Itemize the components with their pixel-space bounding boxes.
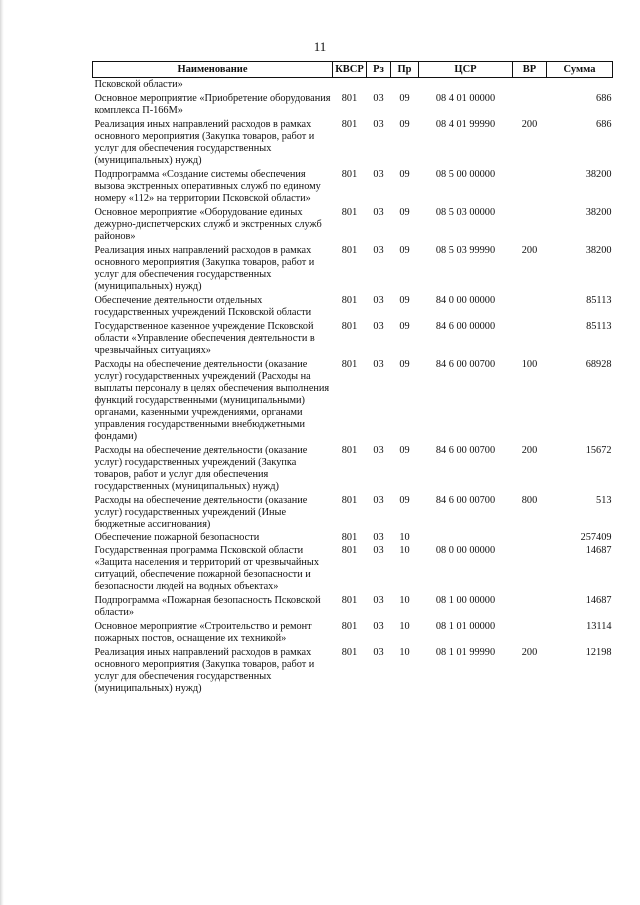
cell-pr: 10 xyxy=(399,621,410,632)
cell-rz: 03 xyxy=(373,169,384,180)
cell-csr: 84 6 00 00700 xyxy=(435,495,496,506)
cell-sum: 257409 xyxy=(580,532,612,543)
cell-vr: 200 xyxy=(521,119,538,130)
cell-rz: 03 xyxy=(373,245,384,256)
cell-csr: 08 5 00 00000 xyxy=(435,169,496,180)
cell-csr: 08 1 01 00000 xyxy=(435,621,496,632)
cell-kvsr: 801 xyxy=(341,295,358,306)
cell-rz: 03 xyxy=(373,93,384,104)
cell-kvsr: 801 xyxy=(341,207,358,218)
table-row xyxy=(93,294,613,320)
cell-kvsr: 801 xyxy=(341,445,358,456)
cell-sum: 68928 xyxy=(585,359,612,370)
table-row xyxy=(93,532,613,544)
cell-csr: 84 6 00 00000 xyxy=(435,321,496,332)
cell-sum: 85113 xyxy=(586,321,612,332)
cell-name: Государственное казенное учреждение Псковской области «Управление обеспечения деятельности в чрезвычайных ситуациях» xyxy=(94,321,315,356)
cell-pr: 09 xyxy=(399,245,410,256)
cell-csr xyxy=(419,78,513,93)
table-row xyxy=(93,444,613,494)
cell-name: Обеспечение пожарной безопасности xyxy=(94,532,260,543)
cell-pr: 10 xyxy=(399,595,410,606)
cell-vr xyxy=(513,544,547,594)
cell-sum: 686 xyxy=(596,93,612,104)
cell-rz xyxy=(367,78,391,93)
cell-pr xyxy=(391,78,419,93)
scan-edge xyxy=(0,0,4,905)
header-sum: Сумма xyxy=(547,62,613,78)
cell-name: Государственная программа Псковской области «Защита населения и территорий от чрезвычайных ситуаций, обеспечение пожарной безопасности и безопасности людей на водных объектах» xyxy=(94,545,319,592)
cell-pr: 10 xyxy=(399,647,410,658)
cell-pr: 09 xyxy=(399,359,410,370)
table-row xyxy=(93,594,613,620)
cell-vr xyxy=(513,594,547,620)
cell-rz: 03 xyxy=(373,119,384,130)
cell-kvsr xyxy=(333,78,367,93)
table-row xyxy=(93,92,613,118)
cell-name: Подпрограмма «Создание системы обеспечения вызова экстренных оперативных служб по единому номеру «112» на территории Псковской области» xyxy=(94,169,321,204)
header-row xyxy=(93,62,613,78)
cell-sum: 12198 xyxy=(585,647,612,658)
cell-sum: 13114 xyxy=(586,621,612,632)
cell-rz: 03 xyxy=(373,621,384,632)
cell-pr: 09 xyxy=(399,495,410,506)
cell-vr: 200 xyxy=(521,647,538,658)
cell-sum: 513 xyxy=(596,495,612,506)
cell-csr: 84 0 00 00000 xyxy=(435,295,496,306)
cell-rz: 03 xyxy=(373,595,384,606)
cell-csr: 08 5 03 99990 xyxy=(435,245,496,256)
table-row xyxy=(93,168,613,206)
cell-kvsr: 801 xyxy=(341,169,358,180)
cell-rz: 03 xyxy=(373,532,384,543)
table-row xyxy=(93,620,613,646)
cell-name: Основное мероприятие «Строительство и ремонт пожарных постов, оснащение их техникой» xyxy=(94,621,312,644)
header-pr: Пр xyxy=(391,62,419,78)
cell-kvsr: 801 xyxy=(341,495,358,506)
cell-csr xyxy=(419,532,513,544)
cell-pr: 09 xyxy=(399,119,410,130)
cell-name: Расходы на обеспечение деятельности (оказание услуг) государственных учреждений (Иные бюджетные ассигнования) xyxy=(94,495,308,530)
cell-csr: 08 0 00 00000 xyxy=(435,545,496,556)
cell-rz: 03 xyxy=(373,647,384,658)
cell-vr: 200 xyxy=(521,445,538,456)
cell-kvsr: 801 xyxy=(341,621,358,632)
cell-csr: 08 1 01 99990 xyxy=(435,647,496,658)
table-row xyxy=(93,244,613,294)
cell-name: Реализация иных направлений расходов в рамках основного мероприятия (Закупка товаров, работ и услуг для обеспечения государственных (муниципальных) нужд) xyxy=(94,119,315,166)
cell-vr xyxy=(513,78,547,93)
header-csr: ЦСР xyxy=(419,62,513,78)
cell-vr xyxy=(513,294,547,320)
cell-pr: 09 xyxy=(399,169,410,180)
cell-csr: 84 6 00 00700 xyxy=(435,359,496,370)
cell-vr xyxy=(513,532,547,544)
header-rz: Рз xyxy=(367,62,391,78)
header-kvsr: КВСР xyxy=(333,62,367,78)
cell-vr xyxy=(513,320,547,358)
cell-rz: 03 xyxy=(373,495,384,506)
cell-csr: 08 1 00 00000 xyxy=(435,595,496,606)
cell-sum: 15672 xyxy=(585,445,612,456)
cell-kvsr: 801 xyxy=(341,359,358,370)
cell-sum: 38200 xyxy=(585,245,612,256)
table-body xyxy=(93,78,613,697)
cell-rz: 03 xyxy=(373,445,384,456)
cell-vr xyxy=(513,168,547,206)
cell-pr: 09 xyxy=(399,207,410,218)
cell-name: Расходы на обеспечение деятельности (оказание услуг) государственных учреждений (Расходы на выплаты персоналу в целях обеспечения выполнения функций государственными (муниципальными) органами, казенными учреждениями, органами управления государственными внебюджетными фондами) xyxy=(94,359,330,442)
cell-pr: 10 xyxy=(399,532,410,543)
cell-kvsr: 801 xyxy=(341,245,358,256)
table-row xyxy=(93,78,613,93)
cell-csr: 08 4 01 99990 xyxy=(435,119,496,130)
cell-name: Основное мероприятие «Оборудование единых дежурно-диспетчерских служб и экстренных служб районов» xyxy=(94,207,322,242)
cell-csr: 84 6 00 00700 xyxy=(435,445,496,456)
table-header xyxy=(93,62,613,78)
cell-rz: 03 xyxy=(373,295,384,306)
cell-sum xyxy=(547,78,613,93)
cell-sum: 14687 xyxy=(585,595,612,606)
cell-kvsr: 801 xyxy=(341,321,358,332)
cell-kvsr: 801 xyxy=(341,545,358,556)
cell-kvsr: 801 xyxy=(341,119,358,130)
cell-name: Расходы на обеспечение деятельности (оказание услуг) государственных учреждений (Закупка товаров, работ и услуг для обеспечения государственных (муниципальных) нужд) xyxy=(94,445,308,492)
cell-vr: 200 xyxy=(521,245,538,256)
cell-rz: 03 xyxy=(373,321,384,332)
cell-sum: 14687 xyxy=(585,545,612,556)
cell-rz: 03 xyxy=(373,545,384,556)
cell-kvsr: 801 xyxy=(341,93,358,104)
table-row xyxy=(93,544,613,594)
cell-csr: 08 5 03 00000 xyxy=(435,207,496,218)
cell-rz: 03 xyxy=(373,207,384,218)
cell-vr: 100 xyxy=(521,359,538,370)
cell-pr: 09 xyxy=(399,93,410,104)
table-row xyxy=(93,118,613,168)
cell-sum: 85113 xyxy=(586,295,612,306)
table-row xyxy=(93,206,613,244)
table-row xyxy=(93,646,613,696)
cell-pr: 09 xyxy=(399,445,410,456)
cell-sum: 38200 xyxy=(585,207,612,218)
budget-table xyxy=(92,61,613,696)
cell-kvsr: 801 xyxy=(341,532,358,543)
cell-kvsr: 801 xyxy=(341,595,358,606)
header-name: Наименование xyxy=(93,62,333,78)
cell-rz: 03 xyxy=(373,359,384,370)
cell-sum: 686 xyxy=(596,119,612,130)
cell-pr: 09 xyxy=(399,295,410,306)
cell-name: Псковской области» xyxy=(94,79,183,90)
cell-name: Реализация иных направлений расходов в рамках основного мероприятия (Закупка товаров, работ и услуг для обеспечения государственных (муниципальных) нужд) xyxy=(94,647,315,694)
cell-name: Обеспечение деятельности отдельных государственных учреждений Псковской области xyxy=(94,295,312,318)
cell-vr: 800 xyxy=(521,495,538,506)
cell-kvsr: 801 xyxy=(341,647,358,658)
cell-csr: 08 4 01 00000 xyxy=(435,93,496,104)
cell-name: Подпрограмма «Пожарная безопасность Псковской области» xyxy=(94,595,321,618)
header-vr: ВР xyxy=(513,62,547,78)
cell-name: Основное мероприятие «Приобретение оборудования комплекса П-166М» xyxy=(94,93,331,116)
cell-vr xyxy=(513,92,547,118)
cell-vr xyxy=(513,620,547,646)
cell-pr: 09 xyxy=(399,321,410,332)
table-row xyxy=(93,358,613,444)
table-row xyxy=(93,494,613,532)
cell-sum: 38200 xyxy=(585,169,612,180)
cell-vr xyxy=(513,206,547,244)
table-row xyxy=(93,320,613,358)
cell-pr: 10 xyxy=(399,545,410,556)
cell-name: Реализация иных направлений расходов в рамках основного мероприятия (Закупка товаров, работ и услуг для обеспечения государственных (муниципальных) нужд) xyxy=(94,245,315,292)
page-number: 11 xyxy=(313,39,327,54)
